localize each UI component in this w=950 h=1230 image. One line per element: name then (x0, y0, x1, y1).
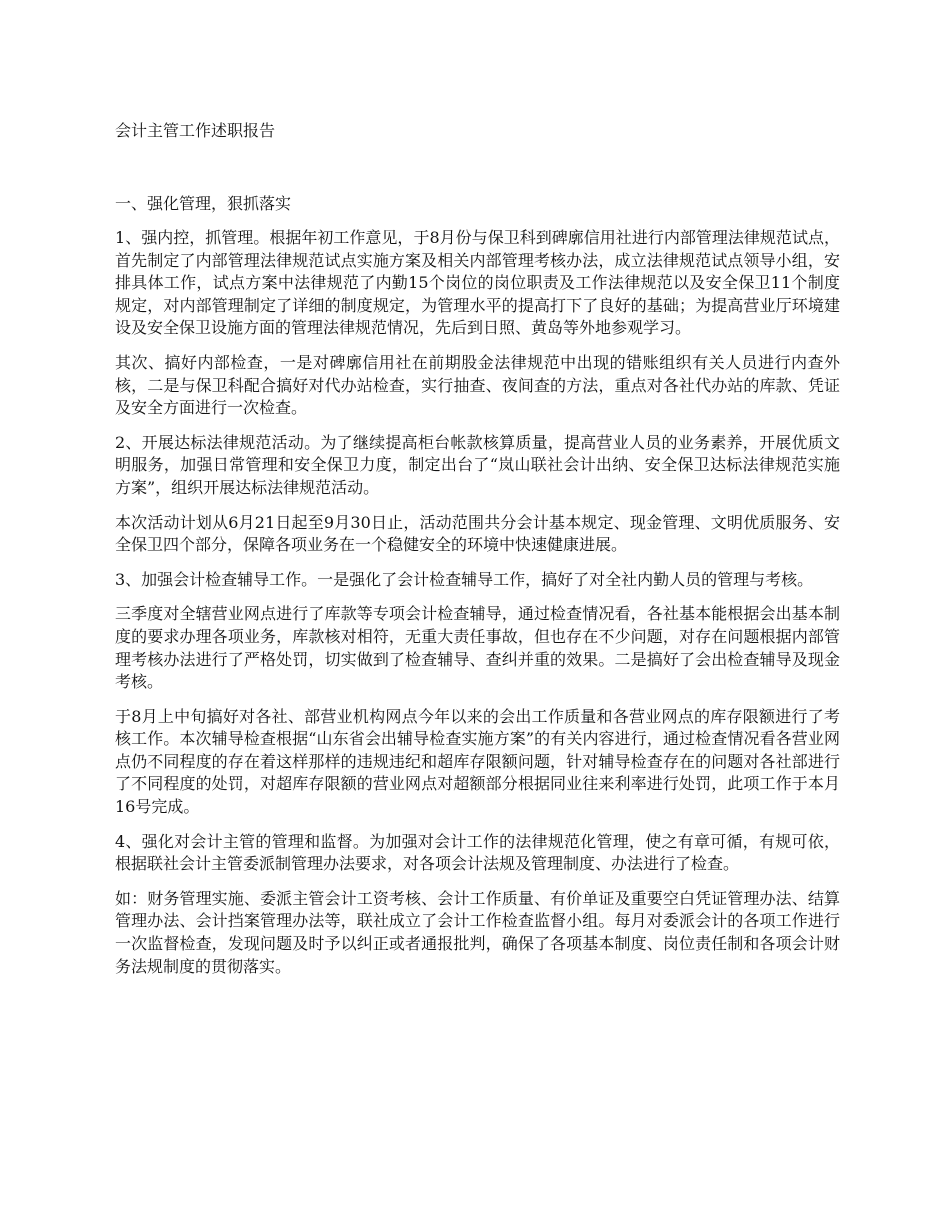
paragraph-supervisor-oversight: 4、强化对会计主管的管理和监督。为加强对会计工作的法律规范化管理，使之有章可循，有规可依，根据联社会计主管委派制管理办法要求，对各项会计法规及管理制度、办法进行了检查。 (115, 831, 840, 874)
section-heading: 一、强化管理，狠抓落实 (115, 194, 292, 213)
document-title: 会计主管工作述职报告 (115, 121, 276, 140)
paragraph-activity-plan: 本次活动计划从6月21日起至9月30日止，活动范围共分会计基本规定、现金管理、文明优质服务、安全保卫四个部分，保障各项业务在一个稳健安全的环境中快速健康进展。 (115, 512, 840, 555)
paragraph-standards-activity: 2、开展达标法律规范活动。为了继续提高柜台帐款核算质量，提高营业人员的业务素养，开展优质文明服务，加强日常管理和安全保卫力度，制定出台了“岚山联社会计出纳、安全保卫达标法律规范实施方案”，组织开展达标法律规范活动。 (115, 432, 840, 497)
paragraph-inspection-group: 如：财务管理实施、委派主管会计工资考核、会计工作质量、有价单证及重要空白凭证管理办法、结算管理办法、会计挡案管理办法等，联社成立了会计工作检查监督小组。每月对委派会计的各项工作进行一次监督检查，发现问题及时予以纠正或者通报批判，确保了各项基本制度、岗位责任制和各项会计财务法规制度的贯彻落实。 (115, 888, 840, 976)
paragraph-third-quarter: 三季度对全辖营业网点进行了库款等专项会计检查辅导，通过检查情况看，各社基本能根据会出基本制度的要求办理各项业务，库款核对相符，无重大责任事故，但也存在不少问题，对存在问题根据内部管理考核办法进行了严格处罚，切实做到了检查辅导、查纠并重的效果。二是搞好了会出检查辅导及现金考核。 (115, 604, 840, 692)
paragraph-internal-inspection: 其次、搞好内部检查，一是对碑廓信用社在前期股金法律规范中出现的错账组织有关人员进行内查外核，二是与保卫科配合搞好对代办站检查，实行抽查、夜间查的方法，重点对各社代办站的库款、凭证及安全方面进行一次检查。 (115, 352, 840, 418)
document-page (115, 119, 840, 990)
paragraph-internal-control: 1、强内控，抓管理。根据年初工作意见，于8月份与保卫科到碑廓信用社进行内部管理法律规范试点，首先制定了内部管理法律规范试点实施方案及相关内部管理考核办法，成立法律规范试点领导小组，安排具体工作，试点方案中法律规范了内勤15个岗位的岗位职责及工作法律规范以及安全保卫11个制度规定，对内部管理制定了详细的制度规定，为管理水平的提高打下了良好的基础；为提高营业厅环境建设及安全保卫设施方面的管理法律规范情况，先后到日照、黄岛等外地参观学习。 (115, 228, 840, 338)
paragraph-august-review: 于8月上中旬搞好对各社、部营业机构网点今年以来的会出工作质量和各营业网点的库存限额进行了考核工作。本次辅导检查根据“山东省会出辅导检查实施方案”的有关内容进行，通过检查情况看各营业网点仍不同程度的存在着这样那样的违规违纪和超库存限额问题，针对辅导检查存在的问题对各社部进行了不同程度的处罚，对超库存限额的营业网点对超额部分根据同业往来利率进行处罚，此项工作于本月16号完成。 (115, 706, 840, 817)
paragraph-accounting-inspection: 3、加强会计检查辅导工作。一是强化了会计检查辅导工作，搞好了对全社内勤人员的管理与考核。 (115, 569, 814, 589)
